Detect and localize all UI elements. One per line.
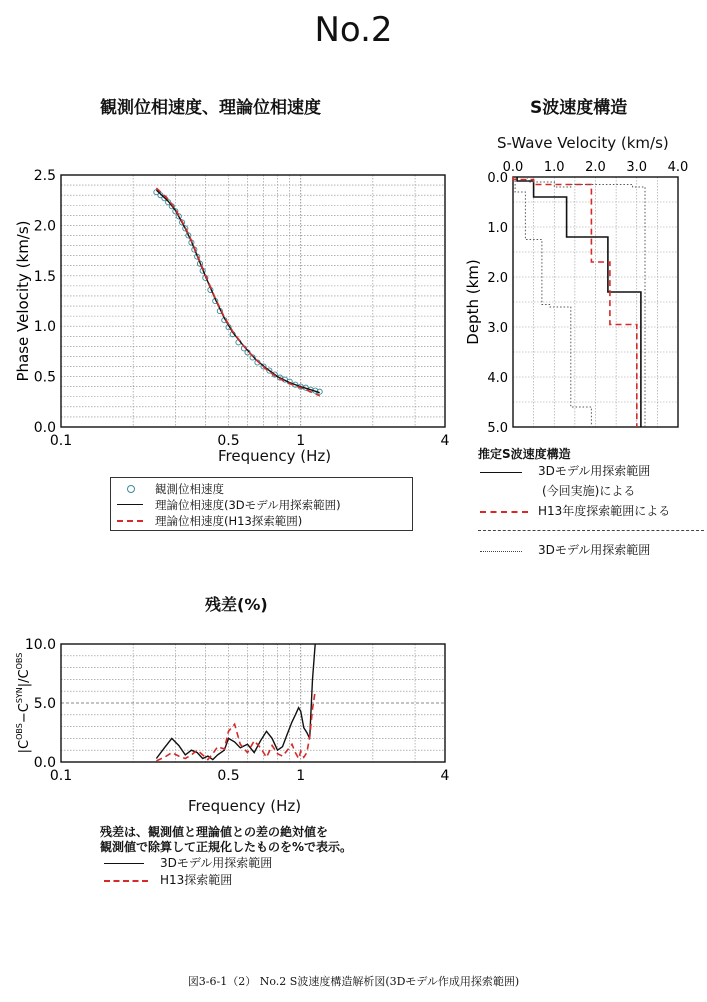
y-tick-label: 1.0 <box>487 221 508 236</box>
y-tick-label: 10.0 <box>24 637 56 653</box>
dashed-line-icon <box>117 520 143 522</box>
y-tick-label: 1.0 <box>33 319 56 336</box>
legend-label: 3Dモデル用探索範囲 <box>538 464 651 478</box>
x-tick-label: 1 <box>296 768 306 784</box>
phase-velocity-chart <box>0 160 460 460</box>
y-tick-label: 1.5 <box>33 268 56 285</box>
legend-label: 3Dモデル用探索範囲 <box>160 856 273 870</box>
series-group <box>154 188 322 396</box>
tick-labels <box>487 160 688 436</box>
residual-3d-line <box>156 644 315 760</box>
x-tick-label: 0.0 <box>502 160 524 175</box>
note-text: 観測値で除算して正規化したものを%で表示。 <box>100 840 353 854</box>
x-tick-label: 2.0 <box>585 160 606 175</box>
x-tick-label: 1.0 <box>543 160 565 175</box>
circle-marker-icon <box>125 483 137 495</box>
page-title: No.2 <box>314 10 393 50</box>
plot-frame <box>61 175 445 427</box>
solid-line-icon <box>104 863 144 864</box>
solid-line-icon <box>480 472 522 473</box>
residual-chart <box>0 632 460 792</box>
y-axis-label <box>15 653 32 754</box>
y-axis-label: Phase Velocity (km/s) <box>14 220 32 382</box>
y-tick-label: 2.5 <box>33 168 56 184</box>
y-axis-label: Depth (km) <box>464 259 482 345</box>
y-tick-label: 0.0 <box>33 420 56 436</box>
x-axis-label: S-Wave Velocity (km/s) <box>497 134 669 152</box>
y-tick-label: 5.0 <box>487 421 508 436</box>
dashed-line-icon <box>480 511 528 513</box>
y-tick-label: 2.0 <box>487 271 508 286</box>
y-tick-label: 4.0 <box>487 371 508 386</box>
phase-velocity-chart-title: 観測位相速度、理論位相速度 <box>100 98 321 118</box>
x-tick-label: 4 <box>440 433 450 449</box>
s-wave-legend <box>478 447 703 562</box>
x-tick-label: 0.1 <box>49 433 73 449</box>
x-tick-label: 4.0 <box>667 160 689 175</box>
x-axis-label: Frequency (Hz) <box>218 447 332 465</box>
note-text: 残差は、観測値と理論値との差の絶対値を <box>100 825 329 839</box>
chart-grid <box>61 175 445 427</box>
svg-text:|COBS−CSYN|/COBS: $|C^{OBS}-C^{SYN}|/C^{OBS}$ <box>15 652 32 754</box>
figure-caption: 図3-6-1（2） No.2 S波速度構造解析図(3Dモデル作成用探索範囲) <box>187 975 520 988</box>
legend-label: H13年度探索範囲による <box>538 504 671 518</box>
legend-item-3d-model <box>111 496 411 512</box>
x-tick-label: 0.5 <box>217 768 240 784</box>
y-tick-label: 0.0 <box>487 171 508 186</box>
legend-label: (今回実施)による <box>542 484 636 498</box>
legend-label: 理論位相速度(H13探索範囲) <box>155 514 303 528</box>
legend-label: 理論位相速度(3Dモデル用探索範囲) <box>155 498 341 512</box>
y-tick-label: 5.0 <box>33 696 56 712</box>
residual-note <box>100 825 440 895</box>
y-tick-label: 0.5 <box>33 369 56 386</box>
x-tick-label: 1 <box>296 433 306 449</box>
solid-line-icon <box>117 504 143 505</box>
x-axis-label: Frequency (Hz) <box>188 797 302 815</box>
legend-title: 推定S波速度構造 <box>478 447 571 461</box>
divider <box>478 530 704 531</box>
s-wave-structure-title: S波速度構造 <box>530 98 628 118</box>
y-tick-label: 0.0 <box>33 755 56 771</box>
series-group <box>156 644 315 761</box>
s-wave-structure-chart <box>460 155 700 445</box>
x-tick-label: 3.0 <box>626 160 648 175</box>
dotted-line-icon <box>480 551 522 552</box>
legend-label: 観測位相速度 <box>155 482 224 496</box>
y-tick-label: 2.0 <box>33 218 56 235</box>
x-tick-label: 0.1 <box>49 768 73 784</box>
legend-label: 3Dモデル用探索範囲 <box>538 543 651 557</box>
legend-item-h13 <box>111 512 411 528</box>
legend-label: H13探索範囲 <box>160 873 233 887</box>
dashed-line-icon <box>104 880 148 882</box>
x-tick-label: 4 <box>440 768 450 784</box>
legend-item-observed <box>111 480 411 496</box>
residual-chart-title: 残差(%) <box>205 595 268 614</box>
y-tick-label: 3.0 <box>487 321 508 336</box>
phase-velocity-legend <box>110 477 413 531</box>
chart-grid <box>513 177 678 427</box>
x-tick-label: 0.5 <box>217 433 240 449</box>
